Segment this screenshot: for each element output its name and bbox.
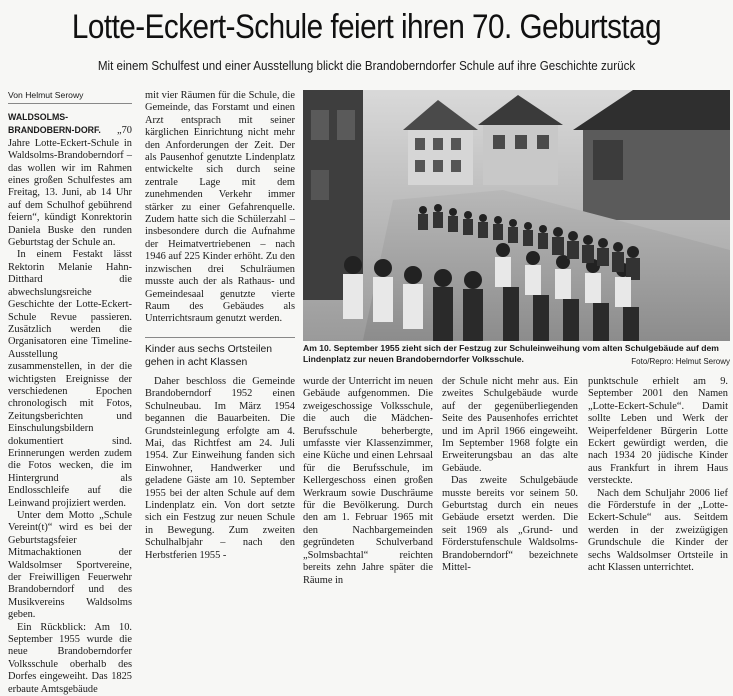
- festzug-photo: [303, 90, 730, 341]
- byline-rule: [8, 103, 132, 104]
- paragraph: mit vier Räumen für die Schule, die Gemeinde, das Forstamt und einen Arzt entsprach mit seiner kärglichen Einrichtung nicht mehr den Anforderungen der Zeit. Der als Pausenhof genutzte Lindenplatz entwickelte sich durch seine zentrale Lage mit dem zunehmenden Verkehr immer stärker zu einer Gefahrenquelle. Zudem hatte sich die Schülerzahl – insbesondere durch die Aufnahme der Heimatvertriebenen – nach 1946 auf 225 Kinder erhöht. Zu den inzwischen drei Schulräumen musste auch der als Rathaus- und Gemeindesaal genutzte vierte Raum des Gebäudes als Unterrichtsraum genutzt werden.: [145, 90, 295, 325]
- paragraph: Das zweite Schulgebäude musste bereits vor seinem 50. Geburtstag durch ein neues Gebäude ersetzt werden. Die seit 1969 als „Grund- und Förderstufenschule Waldsolms-Brandoberndorf“ bezeichnete Mittel-: [442, 475, 578, 574]
- photo-illustration: [303, 90, 730, 341]
- paragraph: wurde der Unterricht im neuen Gebäude aufgenommen. Die zweigeschossige Volksschule, die auch die Mädchen-Berufsschule beherbergte, umfasste vier Klassenzimmer, eine Küche und einen Lehrsaal für die Berufsschule, im Kellergeschoss einen großen Werkraum sowie Duschräume für die Bevölkerung. Durch den am 1. Februar 1965 mit den Nachbargemeinden gegründeten Schulverband „Solmsbachtal“ reichten bereits zehn Jahre später die Räume in: [303, 376, 433, 586]
- photo-credit: Foto/Repro: Helmut Serowy: [631, 357, 730, 366]
- paragraph: Unter dem Motto „Schule Vereint(t)“ wird es bei der Geburtstagsfeier Mitmachaktionen der Waldsolmser Sportvereine, der Freiwilligen Feuerwehr Brandoberndorf und des Musikvereins Waldsolms geben.: [8, 510, 132, 621]
- paragraph: WALDSOLMS-BRANDOBERN-DORF. „70 Jahre Lotte-Eckert-Schule in Waldsolms-Brandoberndorf – das wollen wir im Rahmen eines großen Schulfestes am Freitag, 13. Juni, ab 14 Uhr auf dem Schulhof gebührend feiern“, kündigt Konrektorin Daniela Buske den runden Geburtstag der Schule an.: [8, 112, 132, 249]
- section-heading: Kinder aus sechs Ortsteilen gehen in acht Klassen: [145, 344, 273, 368]
- column-5: [588, 376, 728, 574]
- subheadline: Mit einem Schulfest und einer Ausstellung blickt die Brandoberndorfer Schule auf ihre Geschichte zurück: [97, 58, 636, 73]
- paragraph: Nach dem Schuljahr 2006 lief die Förderstufe in der „Lotte-Eckert-Schule“ aus. Seitdem werden in der zweizügigen Grundschule die Kinder der sechs Waldsolmser Ortsteile in acht Klassen unterrichtet.: [588, 487, 728, 574]
- photo-caption: Am 10. September 1955 zieht sich der Festzug zur Schuleinweihung vom alten Schulgebäude auf dem Lindenplatz zur neuen Brandoberndorfer Volksschule.: [303, 343, 719, 364]
- paragraph: Daher beschloss die Gemeinde Brandoberndorf 1952 einen Schulneubau. Im März 1954 begannen die Bauarbeiten. Die Grundsteinlegung erfolgte am 4. Mai, das Richtfest am 24. Juli 1954. Zur Einweihung fanden sich Einwohner, Handwerker und geladene Gäste am 10. September 1955 bei der alten Schule auf dem Lindenplatz ein. Von dort setzte sich ein Festzug zur neuen Schule in Bewegung. Zum zweiten Schulhalbjahr – nach den Herbstferien 1955 -: [145, 376, 295, 561]
- headline: Lotte-Eckert-Schule feiert ihren 70. Geburtstag: [71, 8, 662, 46]
- author-byline: Von Helmut Serowy: [8, 90, 84, 100]
- column-1: [8, 111, 132, 695]
- column-2-top: [145, 90, 295, 336]
- section-rule: [145, 337, 295, 338]
- paragraph: punktschule erhielt am 9. September 2001 den Namen „Lotte-Eckert-Schule“. Damit sollte Leben und Werk der Weiperfeldener Bürgerin Lotte Eckert gewürdigt werden, die nach 1934 20 jüdische Kinder aus Frankfurt in ihrem Haus versteckte.: [588, 376, 728, 487]
- dateline: WALDSOLMS-BRANDOBERN-DORF.: [8, 112, 101, 136]
- column-3: [303, 376, 433, 586]
- paragraph: Ein Rückblick: Am 10. September 1955 wurde die neue Brandoberndorfer Volksschule oberhalb des Dorfes eingeweiht. Das 1825 erbaute Amtsgebäude: [8, 621, 132, 695]
- paragraph: In einem Festakt lässt Rektorin Melanie Hahn-Ditthard die abwechslungsreiche Geschichte der Lotte-Eckert-Schule Revue passieren. Zusätzlich werden die Organisatoren eine Timeline-Ausstellung zusammenstellen, in der die wichtigsten Ereignisse der verschiedenen Epochen chronologisch mit Fotos, Zeitungsberichten und Einschulungsbildern dokumentiert sind. Erinnerungen werden zudem die Fotos wecken, die im Hintergrund als Endlosschleife auf die Leinwand projiziert werden.: [8, 249, 132, 509]
- column-2-bottom: [145, 376, 295, 574]
- paragraph: der Schule nicht mehr aus. Ein zweites Schulgebäude wurde auf der gegenüberliegenden Seite des Pausenhofes errichtet und im April 1966 eingeweiht. Im September 1968 folgte ein Erweiterungsbau an das alte Gebäude.: [442, 376, 578, 474]
- column-4: [442, 376, 578, 574]
